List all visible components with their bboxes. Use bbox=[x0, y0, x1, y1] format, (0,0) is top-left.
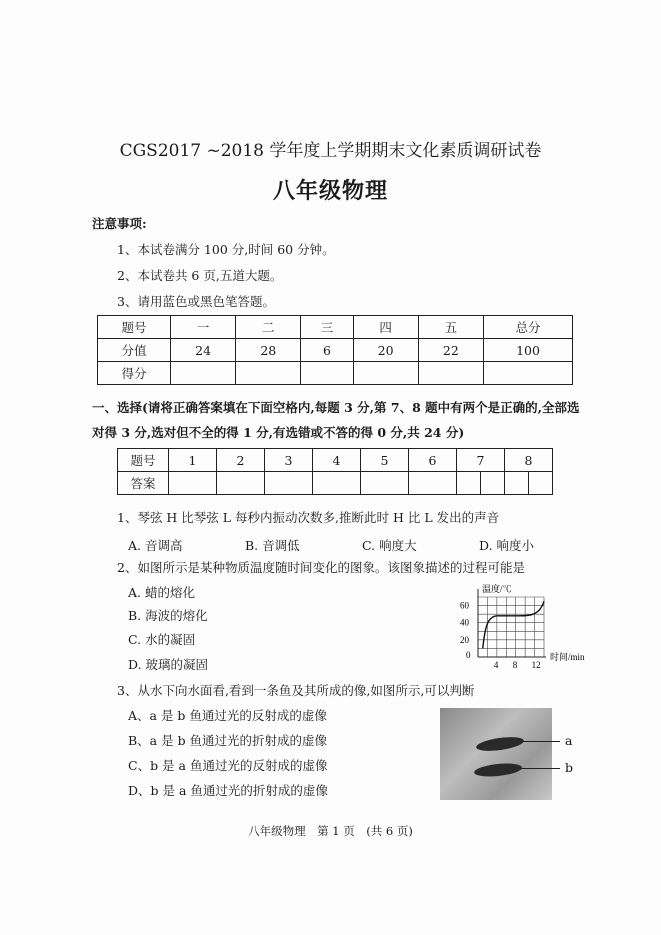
answer-cell[interactable] bbox=[361, 472, 409, 495]
answer-cell[interactable] bbox=[457, 472, 481, 495]
label-b: b bbox=[565, 760, 574, 775]
fish-a-image bbox=[475, 735, 524, 754]
table-cell: 题号 bbox=[98, 316, 171, 339]
x-tick-label: 8 bbox=[512, 660, 518, 670]
table-cell: 20 bbox=[353, 339, 418, 362]
table-cell: 总分 bbox=[484, 316, 573, 339]
answer-cell[interactable] bbox=[409, 472, 457, 495]
table-cell: 题号 bbox=[118, 449, 169, 472]
table-cell: 7 bbox=[457, 449, 505, 472]
score-input-cell[interactable] bbox=[171, 362, 236, 385]
answer-cell[interactable] bbox=[480, 472, 504, 495]
notes-heading: 注意事项: bbox=[92, 216, 147, 231]
x-tick-label: 4 bbox=[493, 660, 499, 670]
answer-cell[interactable] bbox=[313, 472, 361, 495]
label-a: a bbox=[565, 733, 573, 748]
fish-photo bbox=[440, 708, 552, 800]
table-cell: 28 bbox=[236, 339, 301, 362]
table-row bbox=[98, 362, 573, 385]
y-axis-label: 温度/℃ bbox=[482, 584, 512, 594]
note-item: 3、请用蓝色或黑色笔答题。 bbox=[117, 294, 275, 309]
answer-cell[interactable] bbox=[504, 472, 528, 495]
page-footer: 八年级物理 第 1 页 (共 6 页) bbox=[248, 824, 413, 838]
answer-cell[interactable] bbox=[169, 472, 217, 495]
temperature-time-graph bbox=[440, 583, 600, 671]
table-cell: 1 bbox=[169, 449, 217, 472]
answer-cell[interactable] bbox=[528, 472, 552, 495]
option: A. 蜡的熔化 bbox=[128, 585, 195, 600]
option: C. 水的凝固 bbox=[128, 632, 196, 647]
y-tick-label: 40 bbox=[460, 617, 469, 628]
score-input-cell[interactable] bbox=[484, 362, 573, 385]
option: B. 海波的熔化 bbox=[128, 608, 208, 623]
graph-grid bbox=[478, 597, 544, 657]
table-row bbox=[118, 449, 553, 472]
score-input-cell[interactable] bbox=[353, 362, 418, 385]
answer-table bbox=[117, 448, 553, 495]
option: D、b 是 a 鱼通过光的折射成的虚像 bbox=[128, 783, 328, 798]
answer-cell[interactable] bbox=[217, 472, 265, 495]
option: B、a 是 b 鱼通过光的折射成的虚像 bbox=[128, 733, 328, 748]
pointer-line-a bbox=[520, 741, 560, 742]
table-cell: 4 bbox=[313, 449, 361, 472]
note-item: 2、本试卷共 6 页,五道大题。 bbox=[117, 268, 283, 283]
option: C. 响度大 bbox=[362, 538, 417, 553]
score-input-cell[interactable] bbox=[236, 362, 301, 385]
table-row bbox=[98, 316, 573, 339]
table-cell: 分值 bbox=[98, 339, 171, 362]
table-cell: 二 bbox=[236, 316, 301, 339]
question-stem: 2、如图所示是某种物质温度随时间变化的图象。该图象描述的过程可能是 bbox=[117, 560, 525, 575]
table-row bbox=[98, 339, 573, 362]
table-row bbox=[118, 472, 553, 495]
option: C、b 是 a 鱼通过光的反射成的虚像 bbox=[128, 758, 328, 773]
table-cell: 三 bbox=[301, 316, 353, 339]
table-cell: 一 bbox=[171, 316, 236, 339]
exam-title: CGS2017 ~2018 学年度上学期期末文化素质调研试卷 bbox=[119, 141, 542, 161]
pointer-line-b bbox=[520, 768, 560, 769]
score-table bbox=[97, 315, 573, 385]
table-cell: 答案 bbox=[118, 472, 169, 495]
score-input-cell[interactable] bbox=[418, 362, 483, 385]
section-instructions: 一、选择(请将正确答案填在下面空格内,每题 3 分,第 7、8 题中有两个是正确的,全部选 bbox=[92, 400, 580, 415]
table-cell: 22 bbox=[418, 339, 483, 362]
table-cell: 6 bbox=[301, 339, 353, 362]
question-stem: 1、琴弦 H 比琴弦 L 每秒内振动次数多,推断此时 H 比 L 发出的声音 bbox=[117, 510, 500, 525]
table-cell: 3 bbox=[265, 449, 313, 472]
table-cell: 8 bbox=[504, 449, 552, 472]
table-cell: 得分 bbox=[98, 362, 171, 385]
y-tick-label: 20 bbox=[460, 634, 469, 645]
table-cell: 6 bbox=[409, 449, 457, 472]
option: B. 音调低 bbox=[245, 538, 300, 553]
note-item: 1、本试卷满分 100 分,时间 60 分钟。 bbox=[117, 242, 335, 257]
table-cell: 5 bbox=[361, 449, 409, 472]
score-input-cell[interactable] bbox=[301, 362, 353, 385]
option: D. 响度小 bbox=[479, 538, 535, 553]
table-cell: 100 bbox=[484, 339, 573, 362]
y-tick-label: 60 bbox=[460, 600, 469, 611]
y-tick-label: 0 bbox=[466, 650, 471, 660]
option: D. 玻璃的凝固 bbox=[128, 657, 209, 672]
table-cell: 2 bbox=[217, 449, 265, 472]
fish-b-image bbox=[474, 762, 523, 779]
question-stem: 3、从水下向水面看,看到一条鱼及其所成的像,如图所示,可以判断 bbox=[117, 683, 475, 698]
table-cell: 五 bbox=[418, 316, 483, 339]
option: A、a 是 b 鱼通过光的反射成的虚像 bbox=[128, 708, 327, 723]
table-cell: 四 bbox=[353, 316, 418, 339]
x-axis-label: 时间/min bbox=[550, 652, 585, 662]
subject-title: 八年级物理 bbox=[272, 178, 388, 204]
section-instructions: 对得 3 分,选对但不全的得 1 分,有选错或不答的得 0 分,共 24 分) bbox=[92, 425, 465, 440]
answer-cell[interactable] bbox=[265, 472, 313, 495]
table-cell: 24 bbox=[171, 339, 236, 362]
option: A. 音调高 bbox=[128, 538, 183, 553]
x-tick-label: 12 bbox=[531, 660, 541, 670]
